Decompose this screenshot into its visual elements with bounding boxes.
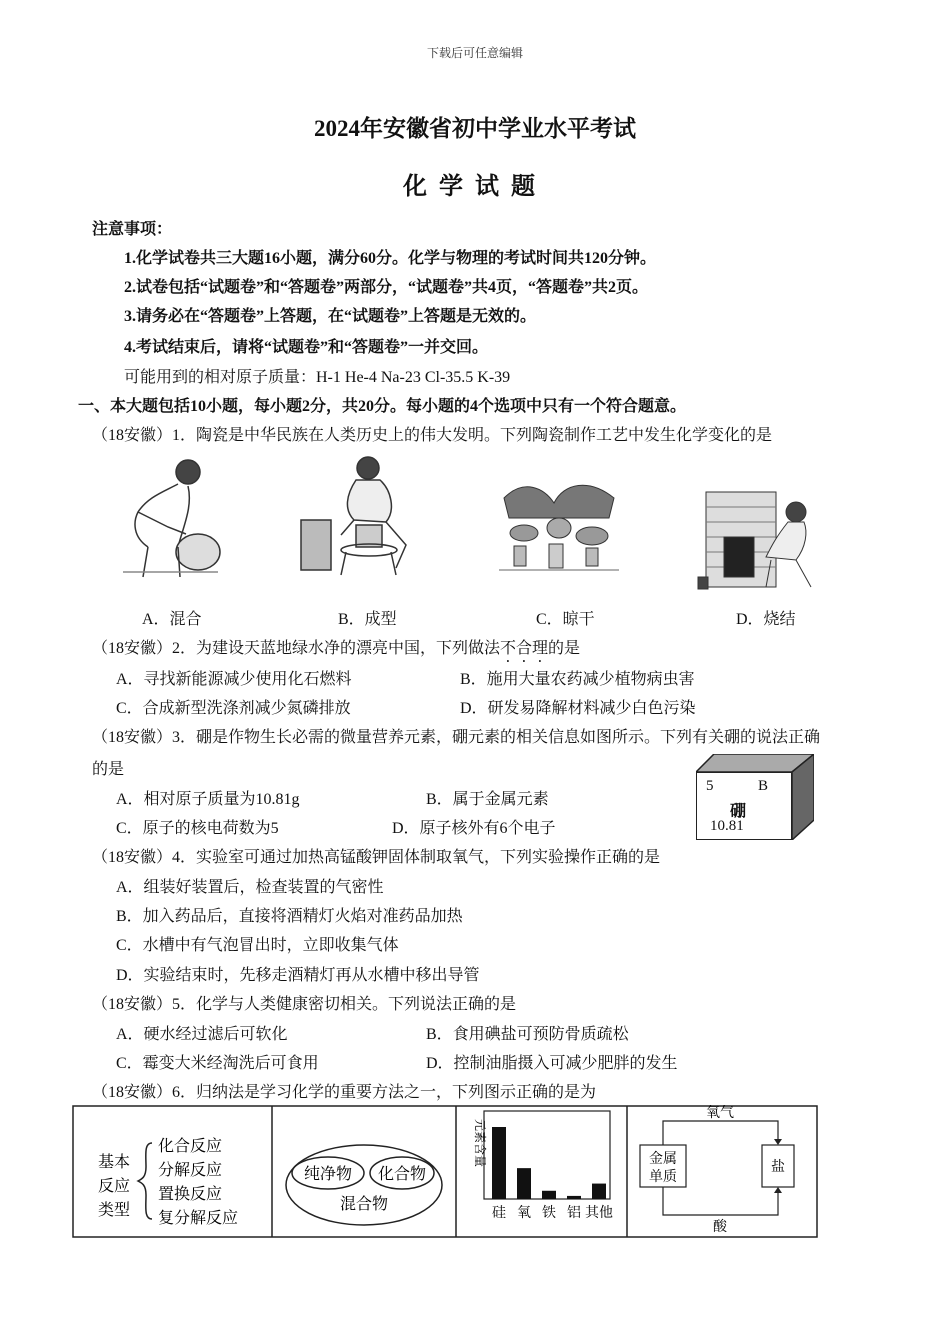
- q1-option-a: A．混合: [142, 611, 202, 628]
- q4-option-d: D．实验结束时，先移走酒精灯再从水槽中移出导管: [116, 967, 480, 984]
- panel-d-top: 氧气: [706, 1105, 734, 1121]
- panel-d-left-2: 单质: [649, 1169, 677, 1185]
- q4-option-a: A．组装好装置后，检查装置的气密性: [116, 879, 384, 896]
- bar-label-0: 硅: [492, 1205, 506, 1221]
- q5-option-b: B．食用碘盐可预防骨质疏松: [426, 1026, 629, 1043]
- notice-heading: 注意事项：: [92, 221, 173, 238]
- atomic-mass-note: 可能用到的相对原子质量：H-1 He-4 Na-23 Cl-35.5 K-39: [124, 369, 511, 386]
- q5-option-c: C．霉变大米经淘洗后可食用: [116, 1055, 319, 1072]
- q2-stem-pre: （18安徽）2．为建设天蓝地绿水净的漂亮中国，下列做法: [92, 640, 501, 657]
- q2-option-c: C．合成新型洗涤剂减少氮磷排放: [116, 700, 351, 717]
- q6-panel-a: [98, 1136, 238, 1227]
- panel-b-right: 化合物: [377, 1164, 427, 1183]
- q1-option-d: D．烧结: [736, 611, 796, 628]
- panel-a-label-2: 反应: [98, 1176, 131, 1195]
- q2-stem: [92, 635, 580, 666]
- element-number: 5: [706, 778, 714, 794]
- notice-item-1: 1.化学试卷共三大题16小题，满分60分。化学与物理的考试时间共120分钟。: [124, 250, 657, 267]
- q1-image-drying: [494, 458, 624, 582]
- element-name: 硼: [730, 803, 747, 820]
- q4-option-b: B．加入药品后，直接将酒精灯火焰对准药品加热: [116, 908, 463, 925]
- notice-item-3: 3.请务必在“答题卷”上答题，在“试题卷”上答题是无效的。: [124, 308, 537, 325]
- bar-2: [542, 1191, 556, 1199]
- q1-image-mixing: [108, 452, 230, 582]
- q4-stem: （18安徽）4．实验室可通过加热高锰酸钾固体制取氧气，下列实验操作正确的是: [92, 849, 661, 866]
- bar-0: [492, 1127, 506, 1199]
- boron-element-card: [696, 754, 814, 840]
- q4-option-c: C．水槽中有气泡冒出时，立即收集气体: [116, 937, 399, 954]
- panel-a-label-1: 基本: [98, 1152, 131, 1171]
- notice-item-2: 2.试卷包括“试题卷”和“答题卷”两部分，“试题卷”共4页，“答题卷”共2页。: [124, 279, 649, 296]
- panel-d-right: 盐: [771, 1159, 785, 1175]
- bar-label-2: 铁: [542, 1205, 556, 1221]
- exam-title: 2024年安徽省初中学业水平考试: [314, 116, 636, 141]
- notice-item-4: 4.考试结束后，请将“试题卷”和“答题卷”一并交回。: [124, 339, 489, 356]
- q5-option-a: A．硬水经过滤后可软化: [116, 1026, 288, 1043]
- q1-image-shaping: [296, 450, 426, 580]
- q2-option-d: D．研发易降解材料减少白色污染: [460, 700, 696, 717]
- element-mass: 10.81: [710, 818, 744, 834]
- exam-subtitle: 化学试题: [403, 174, 547, 200]
- q2-stem-emphasis: 不合理: [500, 640, 549, 657]
- q3-stem-line-1: （18安徽）3．硼是作物生长必需的微量营养元素，硼元素的相关信息如图所示。下列有关硼的说法正确: [92, 729, 821, 746]
- q5-stem: （18安徽）5．化学与人类健康密切相关。下列说法正确的是: [92, 996, 517, 1013]
- q3-option-d: D．原子核外有6个电子: [392, 820, 556, 837]
- q3-stem-line-2: 的是: [92, 761, 125, 778]
- panel-c-ylabel: 元素含量: [473, 1119, 487, 1168]
- bar-label-3: 铝: [567, 1205, 581, 1221]
- panel-a-label-3: 类型: [98, 1200, 131, 1219]
- arrow-down-icon: [774, 1139, 782, 1145]
- bar-1: [517, 1168, 531, 1199]
- bar-3: [567, 1196, 581, 1199]
- arrow-up-icon: [774, 1187, 782, 1193]
- bar-label-1: 氧: [517, 1205, 531, 1221]
- q6-panel-b: [286, 1145, 442, 1225]
- q5-option-d: D．控制油脂摄入可减少肥胖的发生: [426, 1055, 678, 1072]
- panel-b-left: 纯净物: [303, 1164, 353, 1183]
- q6-panel-d: [640, 1105, 794, 1235]
- q6-figure-table: [72, 1105, 818, 1239]
- q3-option-a: A．相对原子质量为10.81g: [116, 791, 300, 808]
- panel-d-bottom: 酸: [713, 1219, 727, 1235]
- panel-a-item-4: 复分解反应: [158, 1208, 239, 1227]
- page-header: 下载后可任意编辑: [426, 46, 523, 60]
- section-1-heading: 一、本大题包括10小题，每小题2分，共20分。每小题的4个选项中只有一个符合题意。: [78, 398, 687, 415]
- element-symbol: B: [758, 778, 769, 794]
- q6-panel-c-chart: [473, 1111, 613, 1221]
- panel-a-item-1: 化合反应: [158, 1136, 223, 1155]
- q1-option-c: C．晾干: [536, 611, 595, 628]
- q2-option-a: A．寻找新能源减少使用化石燃料: [116, 671, 352, 688]
- panel-a-item-3: 置换反应: [158, 1184, 223, 1203]
- bar-4: [592, 1184, 606, 1199]
- panel-a-item-2: 分解反应: [158, 1160, 223, 1179]
- q1-stem: （18安徽）1．陶瓷是中华民族在人类历史上的伟大发明。下列陶瓷制作工艺中发生化学变化的是: [92, 427, 773, 444]
- panel-d-left-1: 金属: [649, 1151, 677, 1167]
- q2-stem-post: 的是: [548, 640, 581, 657]
- brace-icon: [138, 1143, 152, 1219]
- q1-option-b: B．成型: [338, 611, 397, 628]
- bar-label-4: 其他: [585, 1205, 613, 1221]
- q3-option-c: C．原子的核电荷数为5: [116, 820, 279, 837]
- q2-option-b: B．施用大量农药减少植物病虫害: [460, 671, 695, 688]
- panel-b-outer: 混合物: [339, 1194, 389, 1213]
- q3-option-b: B．属于金属元素: [426, 791, 549, 808]
- q6-stem: （18安徽）6．归纳法是学习化学的重要方法之一，下列图示正确的是为: [92, 1084, 597, 1101]
- q1-image-sintering: [696, 482, 834, 594]
